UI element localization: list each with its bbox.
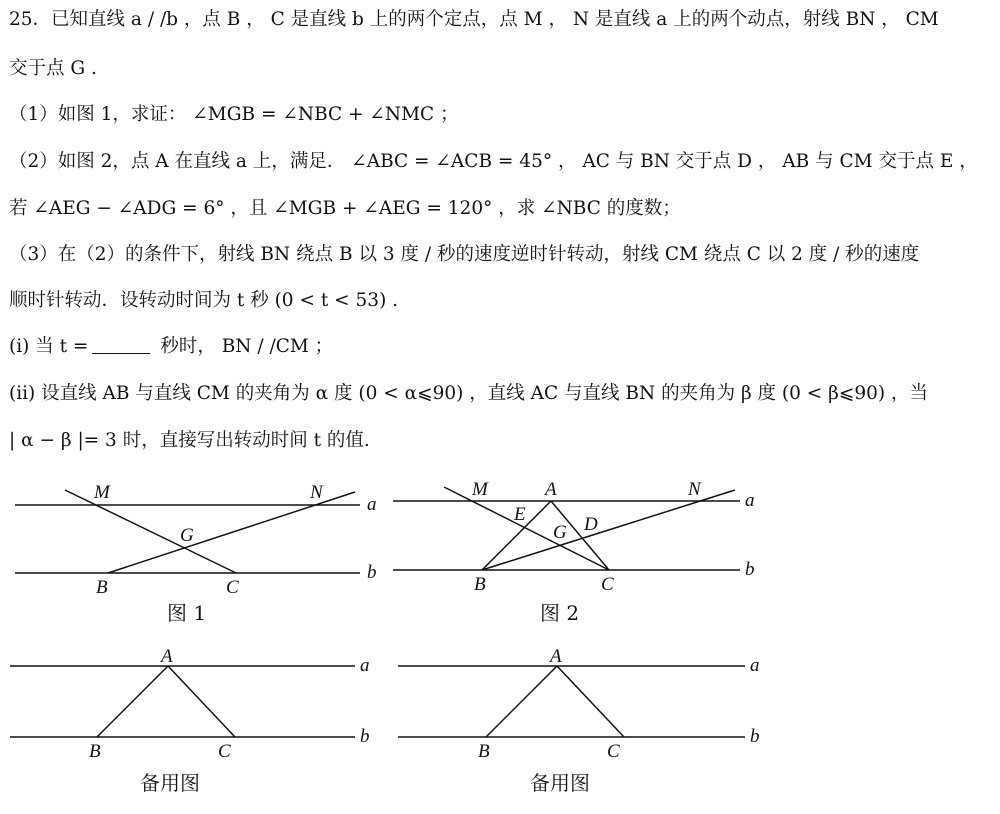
fig1-ray-BN (108, 492, 355, 573)
question-ii-line-1: (ii) 设直线 AB 与直线 CM 的夹角为 α 度 (0 < α⩽90) ，直线 AC 与直线 BN 的夹角为 β 度 (0 < β⩽90) ，当 (9, 383, 928, 404)
fig2-label-M: M (472, 479, 488, 500)
fig3-label-A: A (161, 646, 173, 667)
fig4-label-A: A (550, 646, 562, 667)
problem-line-6: （3）在（2）的条件下，射线 BN 绕点 B 以 3 度 / 秒的速度逆时针转动，射线 CM 绕点 C 以 2 度 / 秒的速度 (9, 244, 920, 265)
fig2-label-b: b (745, 559, 755, 580)
fig4-label-B: B (478, 741, 490, 762)
problem-line-2: 交于点 G . (9, 58, 97, 79)
fig1-label-M: M (94, 482, 110, 503)
fig4-segment-AC (557, 666, 624, 737)
fig4-label-C: C (607, 741, 620, 762)
problem-line-5: 若 ∠AEG − ∠ADG = 6° ，且 ∠MGB + ∠AEG = 120° ，求 ∠NBC 的度数； (9, 198, 681, 219)
fig4-label-a: a (750, 655, 760, 676)
fig2-caption: 图 2 (540, 601, 580, 625)
fig3-segment-AB (97, 666, 168, 737)
figure-4 (398, 666, 745, 737)
fig2-label-G: G (553, 522, 567, 543)
fig1-label-b: b (367, 562, 377, 583)
fig1-label-C: C (226, 577, 239, 598)
fig2-label-A: A (545, 479, 557, 500)
fig1-label-a: a (367, 494, 377, 515)
fig1-label-B: B (96, 577, 108, 598)
fig2-ray-BN (482, 490, 735, 570)
fig3-label-b: b (360, 726, 370, 747)
fig2-label-E: E (514, 504, 526, 525)
fig1-label-N: N (310, 482, 323, 503)
question-i-suffix: 秒时， BN / /CM ； (154, 336, 334, 357)
fig4-segment-AB (486, 666, 557, 737)
fig2-label-B: B (474, 574, 486, 595)
fig1-ray-CM (65, 490, 236, 573)
fig4-label-b: b (750, 726, 760, 747)
fig3-segment-AC (168, 666, 235, 737)
fig3-label-a: a (360, 655, 370, 676)
question-ii-line-2: | α − β |= 3 时，直接写出转动时间 t 的值. (9, 430, 370, 451)
fig3-label-C: C (218, 741, 231, 762)
fig2-label-N: N (688, 479, 701, 500)
fig3-caption: 备用图 (140, 771, 200, 795)
fig1-label-G: G (180, 525, 194, 546)
problem-line-7: 顺时针转动．设转动时间为 t 秒 (0 < t < 53) . (9, 290, 399, 311)
problem-line-3: （1）如图 1，求证： ∠MGB = ∠NBC + ∠NMC ； (9, 104, 459, 125)
fig2-label-C: C (601, 574, 614, 595)
problem-line-1: 25．已知直线 a / /b ，点 B ， C 是直线 b 上的两个定点，点 M ， N 是直线 a 上的两个动点，射线 BN ， CM (9, 9, 939, 30)
problem-line-4: （2）如图 2，点 A 在直线 a 上，满足． ∠ABC = ∠ACB = 45° ， AC 与 BN 交于点 D ， AB 与 CM 交于点 E ， (9, 151, 978, 172)
fig1-caption: 图 1 (167, 601, 207, 625)
fig3-label-B: B (89, 741, 101, 762)
fig2-label-a: a (745, 490, 755, 511)
question-i-prefix: (i) 当 t = (9, 336, 89, 357)
fig4-caption: 备用图 (530, 771, 590, 795)
fig2-label-D: D (584, 514, 598, 535)
figure-3 (10, 666, 355, 737)
